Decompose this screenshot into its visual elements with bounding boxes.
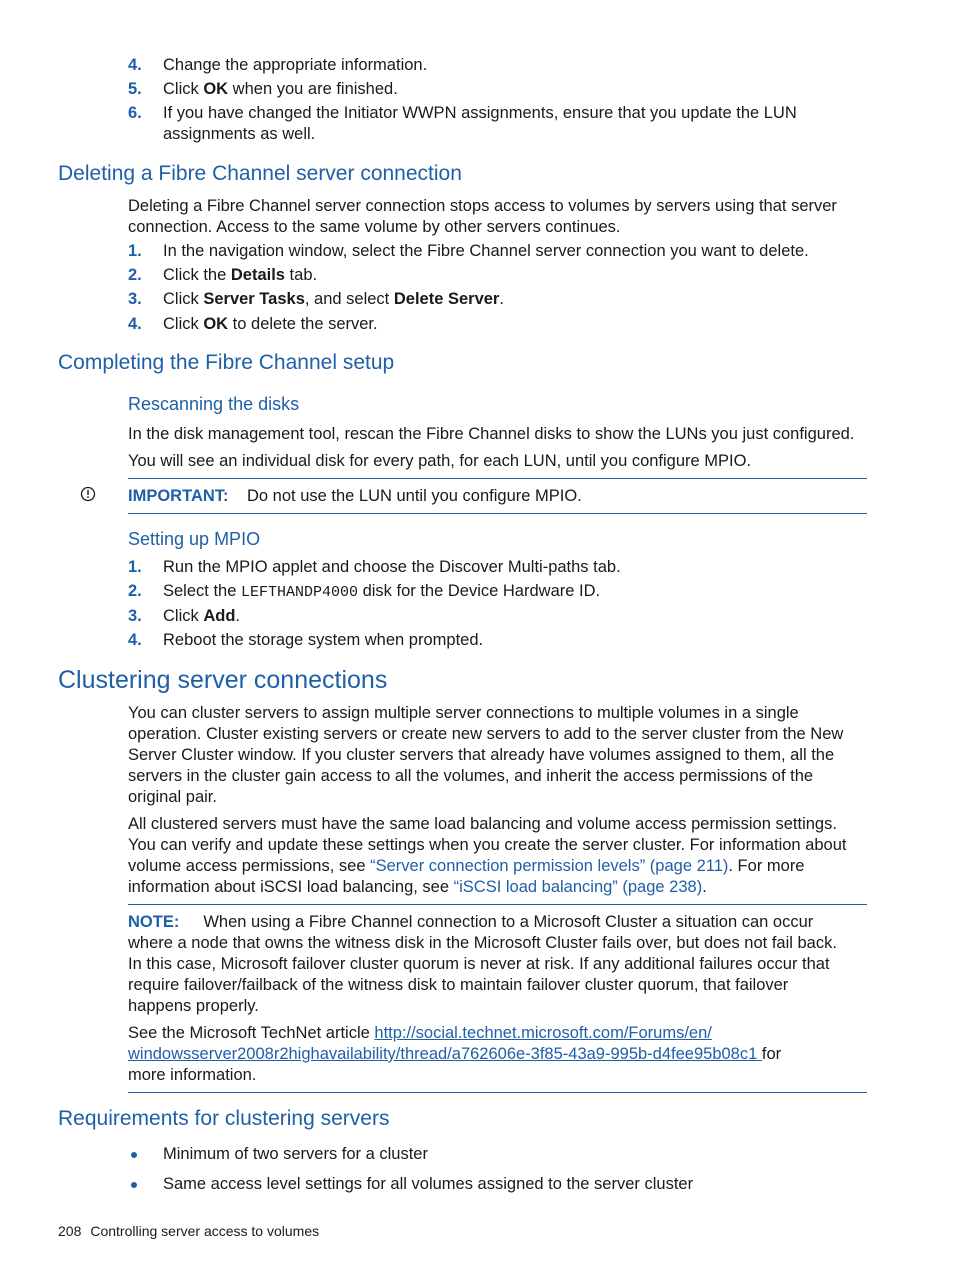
list-item: Click OK to delete the server. xyxy=(163,315,378,333)
list-number: 6. xyxy=(128,104,142,122)
list-item: In the navigation window, select the Fibre Channel server connection you want to delete. xyxy=(163,242,809,260)
list-item: Run the MPIO applet and choose the Discover Multi-paths tab. xyxy=(163,558,621,576)
note-bottom-rule xyxy=(128,1092,867,1093)
iscsi-load-balancing-link[interactable]: “iSCSI load balancing” (page 238) xyxy=(453,878,703,896)
permission-levels-link[interactable]: “Server connection permission levels” (page 211) xyxy=(370,857,729,875)
list-number: 3. xyxy=(128,607,142,625)
list-item: If you have changed the Initiator WWPN assignments, ensure that you update the LUN xyxy=(163,104,797,122)
list-number: 3. xyxy=(128,290,142,308)
technet-reference: See the Microsoft TechNet article http://social.technet.microsoft.com/Forums/en/ windowsserver2008r2highavailability/thread/a762606e-3f85-43a9-995b-d4fee95b08c1 for more information. xyxy=(128,1024,782,1084)
rescan-line1: In the disk management tool, rescan the Fibre Channel disks to show the LUNs you just configured. xyxy=(128,425,855,443)
note-top-rule xyxy=(128,904,867,905)
list-number: 1. xyxy=(128,242,142,260)
list-item: Select the LEFTHANDP4000 disk for the Device Hardware ID. xyxy=(163,582,601,601)
cluster-para2: All clustered servers must have the same load balancing and volume access permission settings. You can verify and update these settings when you create the server cluster. For information about volume access permissions, see “Server connection permission levels” (page 211). For more information about iSCSI load balancing, see “iSCSI load balancing” (page 238). xyxy=(128,815,847,896)
section-heading-delete: Deleting a Fibre Channel server connection xyxy=(58,162,462,185)
subheading-rescan: Rescanning the disks xyxy=(128,394,300,414)
list-item: Click OK when you are finished. xyxy=(163,80,398,98)
list-item: Click Server Tasks, and select Delete Server. xyxy=(163,290,504,308)
list-number: 2. xyxy=(128,582,142,600)
list-number: 1. xyxy=(128,558,142,576)
important-bottom-rule xyxy=(128,513,867,514)
cluster-para1: You can cluster servers to assign multiple server connections to multiple volumes in a single operation. Cluster existing servers or create new servers to add to the server cluster from the New Server Cluster window. If you cluster servers that already have volumes assigned to them, all the servers in the cluster gain access to all the volumes, and inherit the access permissions of the original pair. xyxy=(128,704,844,806)
list-item: Click the Details tab. xyxy=(163,266,318,284)
footer-title: Controlling server access to volumes xyxy=(90,1223,320,1239)
technet-link[interactable]: http://social.technet.microsoft.com/Forums/en/ xyxy=(374,1024,712,1042)
delete-intro-line2: connection. Access to the same volume by other servers continues. xyxy=(128,218,621,236)
list-item: Minimum of two servers for a cluster xyxy=(163,1145,428,1163)
rescan-line2: You will see an individual disk for every path, for each LUN, until you configure MPIO. xyxy=(128,452,752,470)
section-heading-complete: Completing the Fibre Channel setup xyxy=(58,351,395,374)
list-item-continuation: assignments as well. xyxy=(163,125,316,143)
list-item: Reboot the storage system when prompted. xyxy=(163,631,484,649)
bullet-icon xyxy=(131,1152,137,1158)
list-item: Click Add. xyxy=(163,607,241,625)
bullet-icon xyxy=(131,1182,137,1188)
list-item: Same access level settings for all volumes assigned to the server cluster xyxy=(163,1175,694,1193)
note-block: NOTE: When using a Fibre Channel connection to a Microsoft Cluster a situation can occur where a node that owns the witness disk in the Microsoft Cluster fails over, but does not fail back. In this case, Microsoft failover cluster quorum is never at risk. If any additional failures occur that require failover/failback of the witness disk to maintain failover cluster quorum, that failover happens properly. xyxy=(128,913,837,1015)
page-footer xyxy=(58,1223,319,1239)
important-text: Do not use the LUN until you configure MPIO. xyxy=(247,487,582,505)
note-label: NOTE: xyxy=(128,913,180,931)
subheading-mpio: Setting up MPIO xyxy=(128,529,261,549)
list-number: 5. xyxy=(128,80,142,98)
list-number: 4. xyxy=(128,315,142,333)
important-label: IMPORTANT: xyxy=(128,487,229,505)
section-heading-cluster: Clustering server connections xyxy=(58,666,388,694)
section-heading-requirements: Requirements for clustering servers xyxy=(58,1107,390,1130)
list-number: 4. xyxy=(128,631,142,649)
technet-link-continued[interactable]: windowsserver2008r2highavailability/thread/a762606e-3f85-43a9-995b-d4fee95b08c1 xyxy=(128,1045,762,1063)
important-icon xyxy=(80,486,96,502)
important-top-rule xyxy=(128,478,867,479)
list-number: 4. xyxy=(128,56,142,74)
page-number: 208 xyxy=(58,1223,82,1239)
delete-intro-line1: Deleting a Fibre Channel server connection stops access to volumes by servers using that server xyxy=(128,197,837,215)
list-number: 2. xyxy=(128,266,142,284)
list-item: Change the appropriate information. xyxy=(163,56,428,74)
